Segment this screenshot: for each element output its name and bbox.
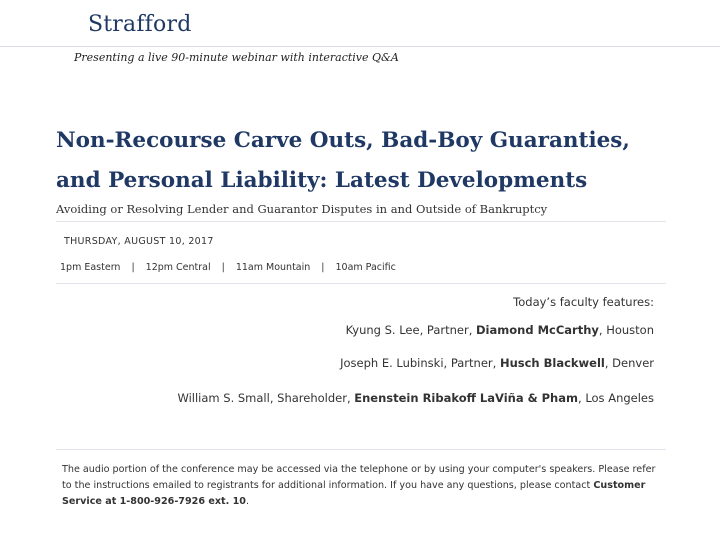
faculty-firm: Husch Blackwell <box>499 356 605 370</box>
faculty-city: Denver <box>612 356 654 370</box>
webinar-title <box>56 121 696 201</box>
faculty-member: Kyung S. Lee, Partner, Diamond McCarthy, Houston <box>345 323 654 337</box>
audio-notice-end: . <box>245 496 250 507</box>
time-central: 12pm Central <box>145 262 211 273</box>
time-mountain: 11am Mountain <box>235 262 311 273</box>
faculty-role: Partner <box>450 356 493 370</box>
tagline: Presenting a live 90-minute webinar with interactive Q&A <box>74 51 399 64</box>
header-divider <box>0 46 720 47</box>
faculty-member: Joseph E. Lubinski, Partner, Husch Blackwell, Denver <box>340 356 654 370</box>
faculty-city: Los Angeles <box>585 391 654 405</box>
title-line-2: and Personal Liability: Latest Developments <box>56 168 588 193</box>
time-separator: | <box>321 262 325 273</box>
faculty-firm: Diamond McCarthy <box>476 323 599 337</box>
faculty-heading: Today’s faculty features: <box>513 295 654 309</box>
customer-service-contact: Customer Service at 1-800-926-7926 ext. 10 <box>62 480 646 507</box>
time-zones <box>60 262 396 273</box>
time-separator: | <box>221 262 225 273</box>
time-eastern: 1pm Eastern <box>60 262 121 273</box>
faculty-name: Joseph E. Lubinski <box>340 356 444 370</box>
faculty-role: Partner <box>426 323 469 337</box>
strafford-logo: Strafford <box>88 12 192 37</box>
faculty-role: Shareholder <box>277 391 347 405</box>
faculty-firm: Enenstein Ribakoff LaViña & Pham <box>354 391 578 405</box>
faculty-city: Houston <box>606 323 654 337</box>
time-pacific: 10am Pacific <box>335 262 396 273</box>
faculty-name: Kyung S. Lee <box>345 323 420 337</box>
time-separator: | <box>131 262 135 273</box>
audio-notice <box>62 462 662 510</box>
audio-notice-text: The audio portion of the conference may be accessed via the telephone or by using your computer's speakers. Please refer to the instructions emailed to registrants for additional information. If you have any questions, please contact <box>62 464 656 491</box>
webinar-subtitle: Avoiding or Resolving Lender and Guarantor Disputes in and Outside of Bankruptcy <box>56 202 548 216</box>
webinar-date: THURSDAY, AUGUST 10, 2017 <box>64 236 214 247</box>
divider-middle <box>56 283 666 284</box>
faculty-member: William S. Small, Shareholder, Enenstein Ribakoff LaViña & Pham, Los Angeles <box>177 391 654 405</box>
divider-bottom <box>56 449 666 450</box>
divider-top <box>56 221 666 222</box>
faculty-name: William S. Small <box>177 391 270 405</box>
title-line-1: Non-Recourse Carve Outs, Bad-Boy Guaranties, <box>56 128 630 153</box>
